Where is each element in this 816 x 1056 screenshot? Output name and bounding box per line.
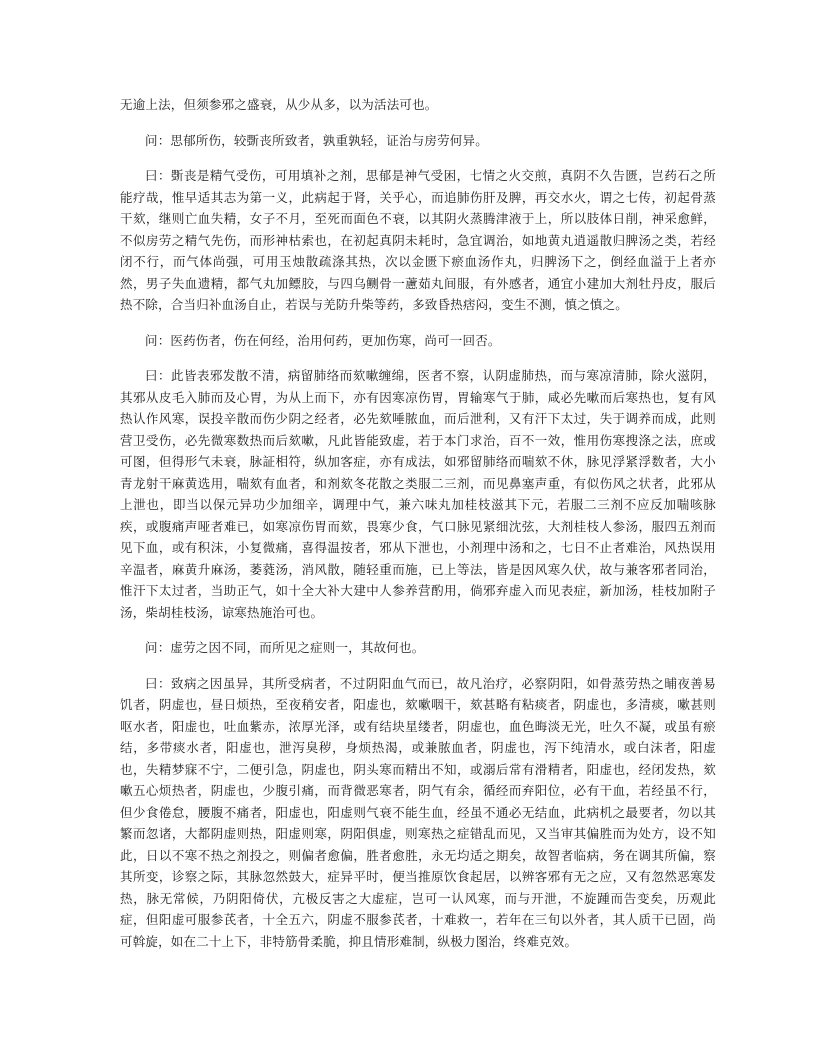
paragraph: 曰：斲丧是精气受伤，可用填补之剂，思郁是神气受困，七情之火交煎，真阴不久告匮，岂药石之所能疗哉，惟早适其志为第一义，此病起于肾，关乎心，而追肺伤肝及脾，再交水火，谓之七传，初起骨蒸干欬，继则亡血失精，女子不月，至死而面色不衰，以其阴火蒸腾津液于上，所以肢体日削，神采愈鲜，不似房劳之精气先伤，而形神枯索也，在初起真阴未耗时，急宜调治，如地黄丸逍遥散归脾汤之类，若经闭不行，而气体尚强，可用玉烛散疏涤其热，次以金匮下瘀血汤作丸，归脾汤下之，倒经血溢于上者亦然，男子失血遗精，都气丸加鳔胶，与四乌鲗骨一藘茹丸间服，有外感者，通宜小建加大剂牡丹皮，服后热不除，合当归补血汤自止，若误与羌防升柴等药，多致昏热痞闷，变生不测，慎之慎之。 xyxy=(120,168,716,312)
paragraph: 无逾上法，但须参邪之盛衰，从少从多，以为活法可也。 xyxy=(120,97,438,112)
paragraph: 曰：致病之因虽异，其所受病者，不过阴阳血气而已，故凡治疗，必察阴阳，如骨蒸劳热之晡夜善易饥者，阴虚也，昼日烦热，至夜稍安者，阳虚也，欬嗽咽干，欬甚略有粘痰者，阴虚也，多清痰，嗽甚则呕水者，阳虚也，吐血紫赤，浓厚光泽，或有结块星缕者，阴虚也，血色晦淡无光，吐久不凝，或虽有瘀结，多带痰水者，阳虚也，泄泻臭秽，身烦热渴，或兼脓血者，阴虚也，泻下纯清水，或白沫者，阳虚也，失精梦寐不宁，二便引急，阴虚也，阴头寒而精出不知，或溺后常有滑精者，阳虚也，经闭发热，欬嗽五心烦热者，阴虚也，少腹引痛，而背微恶寒者，阴气有余，循经而弃阳位，必有干血，若经虽不行，但少食倦怠，腰腹不痛者，阳虚也，阳虚则气衰不能生血，经虽不通必无结血，此病机之最要者，勿以其繁而忽诸，大都阴虚则热，阳虚则寒，阴阳俱虚，则寒热之症错乱而见，又当审其偏胜而为处方，设不知此，日以不寒不热之剂投之，则偏者愈偏，胜者愈胜，永无均适之期矣，故智者临病，务在调其所偏，察其所变，诊察之际，其脉忽然鼓大，症异平时，便当推原饮食起居，以辨客邪有无之应，又有忽然恶寒发热，脉无常候，乃阴阳倚伏，亢极反害之大虚症，岂可一认风寒，而与开泄，不旋踵而告变矣，历观此症，但阳虚可服参芪者，十全五六，阴虚不服参芪者，十难救一，若年在三旬以外者，其人质干已固，尚可斡旋，如在二十上下，非特筋骨柔脆，抑且情形难制，纵极力图治，终难克效。 xyxy=(120,675,716,949)
paragraph: 曰：此皆表邪发散不清，病留肺络而欬嗽缠绵，医者不察，认阴虚肺热，而与寒凉清肺，除火滋阴，其邪从皮毛入肺而及心胃，为从上而下，亦有因寒凉伤胃，胃输寒气于肺，咸必先嗽而后寒热也，复有风热认作风寒，误投辛散而伤少阴之经者，必先欬唾脓血，而后泄利，又有汗下太过，失于调养而成，此则营卫受伤，必先微寒数热而后欬嗽，凡此皆能致虚，若于本门求治，百不一效，惟用伤寒搜涤之法，庶或可图，但得形气未衰，脉証相符，纵加客症，亦有成法，如邪留肺络而喘欬不休，脉见浮紧浮数者，大小青龙射干麻黄选用，喘欬有血者，和剂欬冬花散之类服二三剂，而见鼻塞声重，有似伤风之状者，此邪从上泄也，即当以保元异功少加细辛，调理中气，兼六味丸加桂枝滋其下元，若服二三剂不应反加喘咳脉疾，或腹痛声哑者难已，如寒凉伤胃而欬，畏寒少食，气口脉见紧细沈弦，大剂桂枝人参汤，服四五剂而见下血，或有积沫，小复微痛，喜得温按者，邪从下泄也，小剂理中汤和之，七日不止者难治，风热误用辛温者，麻黄升麻汤，萎蕤汤，消风散，随轻重而施，已上等法，皆是因风寒久伏，故与兼客邪者同治，惟汗下太过者，当助正气，如十全大补大建中人参养营酌用，倘邪弃虚入而见表症，新加汤，桂枝加附子汤，柴胡桂枝汤，谅寒热施治可也。 xyxy=(120,368,716,620)
document-page xyxy=(120,94,716,966)
paragraph: 问：医药伤者，伤在何经，治用何药，更加伤寒，尚可一回否。 xyxy=(145,332,501,348)
paragraph: 问：思郁所伤，较斲丧所致者，孰重孰轻，证治与房劳何异。 xyxy=(145,132,488,148)
paragraph: 问：虚劳之因不同，而所见之症则一，其故何也。 xyxy=(145,640,425,655)
